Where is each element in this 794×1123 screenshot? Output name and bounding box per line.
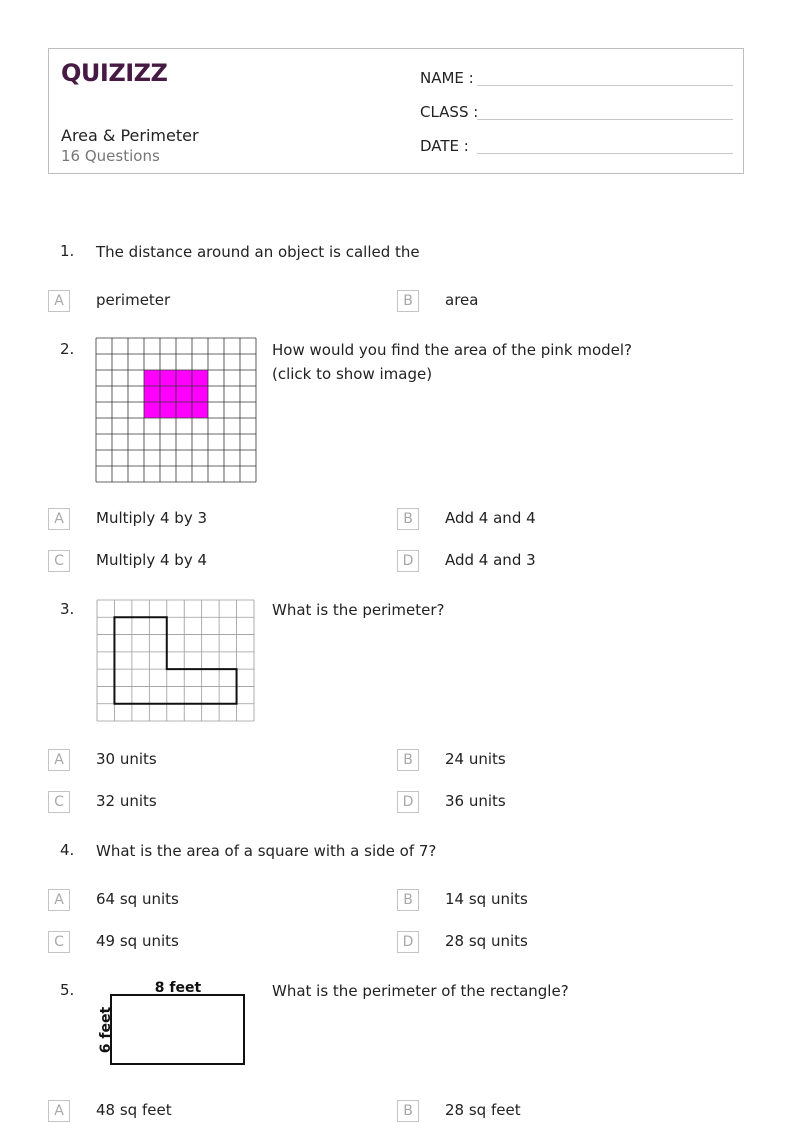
option-letter[interactable]: C	[48, 550, 70, 572]
option-letter[interactable]: A	[48, 1100, 70, 1122]
l-shape-outline	[114, 617, 236, 703]
option-letter[interactable]: D	[397, 791, 419, 813]
option-text[interactable]: 28 sq feet	[445, 1101, 521, 1119]
option-letter[interactable]: A	[48, 889, 70, 911]
option-letter[interactable]: B	[397, 290, 419, 312]
question-hint[interactable]: (click to show image)	[272, 365, 433, 383]
rectangle-side-label: 6 feet	[98, 1006, 114, 1054]
question-number: 5.	[60, 981, 75, 999]
name-line[interactable]	[477, 85, 733, 86]
option-letter[interactable]: B	[397, 749, 419, 771]
option-text[interactable]: Add 4 and 3	[445, 551, 536, 569]
rectangle-figure	[96, 976, 256, 1068]
option-letter[interactable]: D	[397, 931, 419, 953]
rectangle-top-label: 8 feet	[154, 980, 202, 996]
option-text[interactable]: 30 units	[96, 750, 157, 768]
option-letter[interactable]: A	[48, 290, 70, 312]
class-label: CLASS :	[420, 103, 479, 121]
name-label: NAME :	[420, 69, 474, 87]
question-text: How would you find the area of the pink model?	[272, 341, 633, 359]
class-line[interactable]	[477, 119, 733, 120]
option-text[interactable]: Multiply 4 by 4	[96, 551, 208, 569]
option-text[interactable]: 49 sq units	[96, 932, 179, 950]
option-letter[interactable]: A	[48, 508, 70, 530]
option-letter[interactable]: B	[397, 1100, 419, 1122]
option-text[interactable]: 24 units	[445, 750, 506, 768]
option-letter[interactable]: A	[48, 749, 70, 771]
quizizz-logo: QUIZIZZ	[61, 59, 168, 87]
question-number: 3.	[60, 600, 75, 618]
name-field[interactable]	[420, 65, 733, 89]
question-number: 4.	[60, 841, 75, 859]
question-text: The distance around an object is called the	[96, 243, 420, 261]
rectangle-shape	[111, 995, 244, 1064]
question-text: What is the perimeter?	[272, 601, 445, 619]
question-text: What is the area of a square with a side of 7?	[96, 842, 437, 860]
option-text[interactable]: 36 units	[445, 792, 506, 810]
question-count: 16 Questions	[61, 147, 160, 165]
worksheet-title: Area & Perimeter	[61, 126, 199, 145]
question-text: What is the perimeter of the rectangle?	[272, 982, 569, 1000]
l-shape-grid	[97, 600, 254, 721]
date-field[interactable]	[420, 133, 733, 157]
option-text[interactable]: area	[445, 291, 479, 309]
option-text[interactable]: perimeter	[96, 291, 171, 309]
pink-model-grid	[96, 338, 256, 482]
option-text[interactable]: 64 sq units	[96, 890, 179, 908]
worksheet-header	[48, 48, 744, 174]
question-number: 1.	[60, 242, 75, 260]
option-letter[interactable]: D	[397, 550, 419, 572]
class-field[interactable]	[420, 99, 733, 123]
date-label: DATE :	[420, 137, 469, 155]
date-line[interactable]	[477, 153, 733, 154]
option-letter[interactable]: B	[397, 508, 419, 530]
option-letter[interactable]: C	[48, 931, 70, 953]
option-text[interactable]: 32 units	[96, 792, 157, 810]
option-text[interactable]: Multiply 4 by 3	[96, 509, 208, 527]
question-number: 2.	[60, 340, 75, 358]
option-text[interactable]: 14 sq units	[445, 890, 528, 908]
option-text[interactable]: 28 sq units	[445, 932, 528, 950]
option-letter[interactable]: C	[48, 791, 70, 813]
option-text[interactable]: 48 sq feet	[96, 1101, 172, 1119]
option-letter[interactable]: B	[397, 889, 419, 911]
option-text[interactable]: Add 4 and 4	[445, 509, 536, 527]
